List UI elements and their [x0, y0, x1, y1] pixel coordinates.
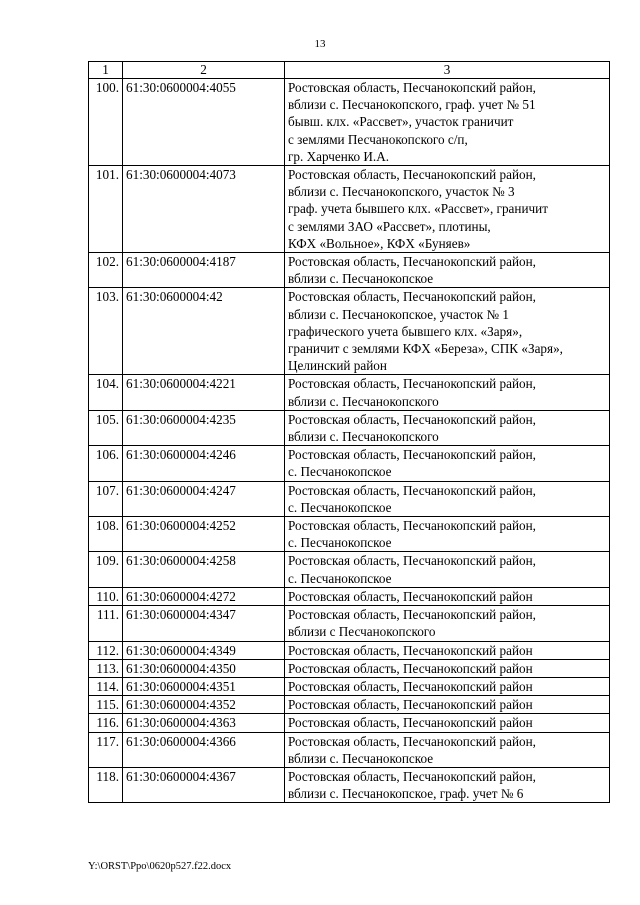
table-row: [89, 587, 610, 605]
location-line: Ростовская область, Песчанокопский район,: [288, 482, 536, 498]
location-description: [285, 481, 610, 516]
location-description: [285, 659, 610, 677]
table-row: [89, 375, 610, 410]
location-description: [285, 587, 610, 605]
location-description: [285, 696, 610, 714]
row-number: 107.: [89, 481, 123, 516]
row-number: 114.: [89, 677, 123, 695]
cadastral-number: 61:30:0600004:4235: [123, 410, 285, 445]
table-row: [89, 659, 610, 677]
cadastral-number: 61:30:0600004:4246: [123, 446, 285, 481]
cadastral-number: 61:30:0600004:4350: [123, 659, 285, 677]
table-row: [89, 481, 610, 516]
location-line: с. Песчанокопское: [288, 499, 392, 515]
location-line: Ростовская область, Песчанокопский район,: [288, 80, 536, 95]
location-line: вблизи с. Песчанокопского: [288, 429, 439, 445]
table-row: [89, 410, 610, 445]
location-description: [285, 606, 610, 641]
table-row: [89, 641, 610, 659]
location-line: вблизи с. Песчанокопского, участок № 3: [288, 184, 515, 200]
location-line: Ростовская область, Песчанокопский район: [288, 660, 533, 676]
cadastral-number: 61:30:0600004:4073: [123, 166, 285, 253]
location-line: Ростовская область, Песчанокопский район,: [288, 447, 536, 463]
location-line: Ростовская область, Песчанокопский район,: [288, 553, 536, 569]
table-row: [89, 767, 610, 802]
table-row: [89, 253, 610, 288]
cadastral-number: 61:30:0600004:4366: [123, 732, 285, 767]
location-line: КФХ «Вольное», КФХ «Буняев»: [288, 235, 471, 251]
cadastral-number: 61:30:0600004:42: [123, 288, 285, 375]
location-description: [285, 552, 610, 587]
row-number: 102.: [89, 253, 123, 288]
location-line: Ростовская область, Песчанокопский район,: [288, 254, 536, 270]
table-row: [89, 79, 610, 166]
location-line: Ростовская область, Песчанокопский район,: [288, 411, 536, 427]
location-line: Ростовская область, Песчанокопский район,: [288, 167, 536, 183]
row-number: 109.: [89, 552, 123, 587]
row-number: 106.: [89, 446, 123, 481]
row-number: 115.: [89, 696, 123, 714]
row-number: 117.: [89, 732, 123, 767]
location-line: с. Песчанокопское: [288, 464, 392, 480]
location-description: [285, 375, 610, 410]
row-number: 118.: [89, 767, 123, 802]
location-line: графического учета бывшего клх. «Заря»,: [288, 323, 523, 339]
row-number: 112.: [89, 641, 123, 659]
location-description: [285, 732, 610, 767]
location-line: граф. учета бывшего клх. «Рассвет», граничит: [288, 201, 548, 217]
column-header-location: 3: [285, 62, 610, 79]
cadastral-number: 61:30:0600004:4272: [123, 587, 285, 605]
column-header-number: 1: [89, 62, 123, 79]
location-description: [285, 641, 610, 659]
location-line: граничит с землями КФХ «Береза», СПК «Заря»,: [288, 341, 563, 357]
location-description: [285, 288, 610, 375]
row-number: 103.: [89, 288, 123, 375]
location-line: с землями Песчанокопского с/п,: [288, 131, 468, 147]
row-number: 100.: [89, 79, 123, 166]
location-description: [285, 253, 610, 288]
location-description: [285, 677, 610, 695]
page-number: 13: [314, 38, 326, 50]
table-row: [89, 166, 610, 253]
table-row: [89, 696, 610, 714]
location-line: Ростовская область, Песчанокопский район: [288, 697, 533, 713]
location-line: Ростовская область, Песчанокопский район,: [288, 768, 536, 784]
table-row: [89, 446, 610, 481]
location-line: Ростовская область, Песчанокопский район,: [288, 376, 536, 392]
cadastral-number: 61:30:0600004:4347: [123, 606, 285, 641]
cadastral-number: 61:30:0600004:4363: [123, 714, 285, 732]
location-description: [285, 166, 610, 253]
location-line: вблизи с. Песчанокопского: [288, 393, 439, 409]
table-body: [89, 79, 610, 803]
file-path-footer: Y:\ORST\Ppo\0620p527.f22.docx: [88, 861, 232, 872]
location-description: [285, 767, 610, 802]
location-line: с. Песчанокопское: [288, 535, 392, 551]
location-description: [285, 714, 610, 732]
table-row: [89, 288, 610, 375]
location-line: Ростовская область, Песчанокопский район: [288, 678, 533, 694]
row-number: 105.: [89, 410, 123, 445]
location-line: гр. Харченко И.А.: [288, 148, 390, 164]
table-row: [89, 714, 610, 732]
location-line: Ростовская область, Песчанокопский район: [288, 588, 533, 604]
location-line: Целинский район: [288, 358, 387, 374]
row-number: 101.: [89, 166, 123, 253]
cadastral-number: 61:30:0600004:4187: [123, 253, 285, 288]
table-row: [89, 677, 610, 695]
cadastral-number: 61:30:0600004:4247: [123, 481, 285, 516]
location-description: [285, 79, 610, 166]
location-line: вблизи с Песчанокопского: [288, 624, 436, 640]
cadastral-number: 61:30:0600004:4351: [123, 677, 285, 695]
cadastral-number: 61:30:0600004:4352: [123, 696, 285, 714]
location-line: вблизи с. Песчанокопское, граф. учет № 6: [288, 786, 524, 802]
location-line: бывш. клх. «Рассвет», участок граничит: [288, 114, 514, 130]
table-row: [89, 732, 610, 767]
location-line: вблизи с. Песчанокопское, участок № 1: [288, 306, 509, 322]
location-line: вблизи с. Песчанокопское: [288, 271, 434, 287]
row-number: 108.: [89, 517, 123, 552]
row-number: 110.: [89, 587, 123, 605]
location-line: с землями ЗАО «Рассвет», плотины,: [288, 218, 491, 234]
cadastral-number: 61:30:0600004:4258: [123, 552, 285, 587]
location-description: [285, 410, 610, 445]
row-number: 116.: [89, 714, 123, 732]
row-number: 113.: [89, 659, 123, 677]
cadastral-number: 61:30:0600004:4349: [123, 641, 285, 659]
location-line: Ростовская область, Песчанокопский район,: [288, 607, 536, 623]
land-plot-table: [88, 61, 610, 803]
location-line: вблизи с. Песчанокопское: [288, 750, 434, 766]
column-header-cadastral: 2: [123, 62, 285, 79]
location-line: Ростовская область, Песчанокопский район,: [288, 518, 536, 534]
row-number: 104.: [89, 375, 123, 410]
location-line: Ростовская область, Песчанокопский район: [288, 642, 533, 658]
table-row: [89, 552, 610, 587]
cadastral-number: 61:30:0600004:4252: [123, 517, 285, 552]
table-row: [89, 517, 610, 552]
cadastral-number: 61:30:0600004:4367: [123, 767, 285, 802]
location-line: Ростовская область, Песчанокопский район,: [288, 733, 536, 749]
location-description: [285, 517, 610, 552]
cadastral-number: 61:30:0600004:4221: [123, 375, 285, 410]
location-description: [285, 446, 610, 481]
table-header-row: [89, 62, 610, 79]
location-line: Ростовская область, Песчанокопский район: [288, 715, 533, 731]
location-line: с. Песчанокопское: [288, 570, 392, 586]
cadastral-number: 61:30:0600004:4055: [123, 79, 285, 166]
location-line: Ростовская область, Песчанокопский район,: [288, 289, 536, 305]
row-number: 111.: [89, 606, 123, 641]
table-row: [89, 606, 610, 641]
location-line: вблизи с. Песчанокопского, граф. учет № 51: [288, 97, 536, 113]
